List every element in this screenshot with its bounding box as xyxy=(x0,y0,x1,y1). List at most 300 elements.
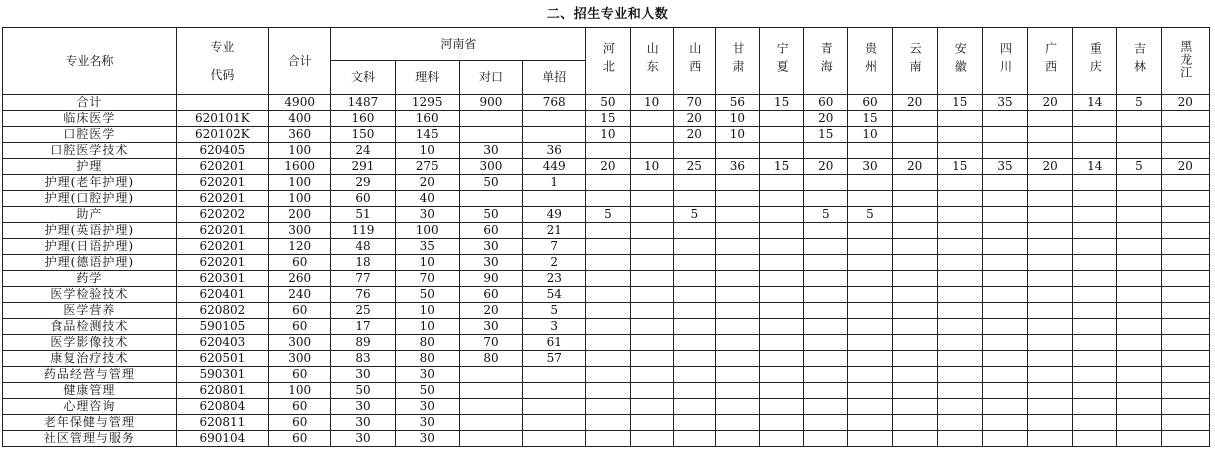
henan-like-cell: 30 xyxy=(395,399,459,415)
province-cell xyxy=(586,335,630,351)
province-cell xyxy=(1073,335,1117,351)
henan-wenke-cell: 150 xyxy=(331,127,395,143)
province-cell xyxy=(586,367,630,383)
province-cell xyxy=(586,431,630,447)
province-cell xyxy=(848,399,892,415)
table-row xyxy=(3,239,1210,255)
header-province: 山西 xyxy=(673,28,715,95)
province-cell xyxy=(1073,383,1117,399)
henan-wenke-cell: 50 xyxy=(331,383,395,399)
province-cell xyxy=(715,399,759,415)
province-cell xyxy=(1028,351,1073,367)
province-cell xyxy=(892,191,937,207)
province-cell xyxy=(937,127,982,143)
major-name-cell: 口腔医学 xyxy=(3,127,177,143)
major-code-cell: 620201 xyxy=(176,159,268,175)
province-cell xyxy=(673,367,715,383)
henan-danzhao-cell: 5 xyxy=(523,303,586,319)
province-cell xyxy=(804,191,848,207)
header-major-code xyxy=(176,28,268,95)
province-cell xyxy=(760,207,804,223)
province-cell xyxy=(892,431,937,447)
header-province: 安徽 xyxy=(937,28,982,95)
province-cell xyxy=(982,399,1027,415)
henan-danzhao-cell xyxy=(523,191,586,207)
total-cell: 260 xyxy=(269,271,331,287)
total-cell: 60 xyxy=(269,399,331,415)
province-cell xyxy=(848,239,892,255)
province-cell xyxy=(760,431,804,447)
province-cell xyxy=(937,319,982,335)
province-cell xyxy=(982,351,1027,367)
province-cell xyxy=(1028,287,1073,303)
major-code-cell: 620501 xyxy=(176,351,268,367)
header-province: 河北 xyxy=(586,28,630,95)
henan-danzhao-cell xyxy=(523,399,586,415)
major-code-cell: 620201 xyxy=(176,255,268,271)
province-cell xyxy=(715,319,759,335)
province-cell xyxy=(1028,383,1073,399)
province-cell xyxy=(1117,271,1161,287)
province-cell: 50 xyxy=(586,95,630,111)
header-code-line1: 专业 xyxy=(210,40,235,54)
province-cell xyxy=(1161,175,1209,191)
henan-like-cell: 80 xyxy=(395,335,459,351)
province-cell xyxy=(1028,207,1073,223)
henan-danzhao-cell: 3 xyxy=(523,319,586,335)
province-cell xyxy=(673,239,715,255)
henan-duikou-cell: 900 xyxy=(459,95,522,111)
province-cell xyxy=(1117,431,1161,447)
province-cell xyxy=(1117,127,1161,143)
province-cell xyxy=(1028,239,1073,255)
henan-wenke-cell: 18 xyxy=(331,255,395,271)
henan-duikou-cell xyxy=(459,431,522,447)
henan-wenke-cell: 89 xyxy=(331,335,395,351)
province-cell xyxy=(1073,207,1117,223)
province-cell xyxy=(673,175,715,191)
province-cell xyxy=(892,335,937,351)
major-name-cell: 护理 xyxy=(3,159,177,175)
province-cell xyxy=(804,303,848,319)
province-cell xyxy=(1117,143,1161,159)
province-cell xyxy=(630,111,673,127)
henan-danzhao-cell: 61 xyxy=(523,335,586,351)
header-province: 甘肃 xyxy=(715,28,759,95)
province-cell xyxy=(804,143,848,159)
province-cell xyxy=(1117,175,1161,191)
province-cell xyxy=(892,111,937,127)
province-cell xyxy=(892,415,937,431)
province-cell: 10 xyxy=(630,159,673,175)
header-province: 重庆 xyxy=(1073,28,1117,95)
henan-duikou-cell: 50 xyxy=(459,207,522,223)
header-province: 黑龙江 xyxy=(1161,28,1209,95)
major-code-cell: 590105 xyxy=(176,319,268,335)
province-cell xyxy=(1117,303,1161,319)
province-cell xyxy=(1073,415,1117,431)
table-row xyxy=(3,127,1210,143)
header-henan-like: 理科 xyxy=(395,61,459,95)
province-cell xyxy=(804,383,848,399)
province-cell xyxy=(673,351,715,367)
henan-wenke-cell: 119 xyxy=(331,223,395,239)
province-cell xyxy=(1117,207,1161,223)
province-cell xyxy=(715,287,759,303)
table-row xyxy=(3,255,1210,271)
henan-like-cell: 30 xyxy=(395,415,459,431)
province-cell xyxy=(937,303,982,319)
henan-like-cell: 1295 xyxy=(395,95,459,111)
province-cell xyxy=(1073,319,1117,335)
province-cell xyxy=(1073,239,1117,255)
province-cell xyxy=(630,287,673,303)
enrollment-table xyxy=(2,27,1210,447)
henan-like-cell: 50 xyxy=(395,383,459,399)
total-cell: 100 xyxy=(269,143,331,159)
province-cell xyxy=(982,111,1027,127)
province-cell xyxy=(1028,111,1073,127)
table-row xyxy=(3,191,1210,207)
total-cell: 360 xyxy=(269,127,331,143)
henan-like-cell: 10 xyxy=(395,255,459,271)
province-cell xyxy=(715,351,759,367)
province-cell xyxy=(1028,431,1073,447)
province-cell xyxy=(982,143,1027,159)
henan-duikou-cell: 50 xyxy=(459,175,522,191)
total-cell: 60 xyxy=(269,303,331,319)
major-name-cell: 老年保健与管理 xyxy=(3,415,177,431)
henan-duikou-cell: 300 xyxy=(459,159,522,175)
header-province: 吉林 xyxy=(1117,28,1161,95)
table-row xyxy=(3,207,1210,223)
province-cell: 20 xyxy=(586,159,630,175)
henan-danzhao-cell: 57 xyxy=(523,351,586,367)
henan-duikou-cell xyxy=(459,383,522,399)
major-code-cell: 620201 xyxy=(176,239,268,255)
province-cell xyxy=(715,271,759,287)
province-cell: 5 xyxy=(848,207,892,223)
province-cell xyxy=(715,143,759,159)
province-cell xyxy=(630,351,673,367)
table-row xyxy=(3,399,1210,415)
province-cell xyxy=(848,367,892,383)
major-name-cell: 护理(口腔护理) xyxy=(3,191,177,207)
province-cell xyxy=(586,271,630,287)
province-cell xyxy=(804,431,848,447)
province-cell xyxy=(1161,303,1209,319)
table-row xyxy=(3,159,1210,175)
province-cell: 60 xyxy=(848,95,892,111)
header-province: 宁夏 xyxy=(760,28,804,95)
province-cell xyxy=(937,415,982,431)
province-cell xyxy=(892,367,937,383)
province-cell xyxy=(760,415,804,431)
total-cell: 60 xyxy=(269,255,331,271)
province-cell: 15 xyxy=(848,111,892,127)
henan-wenke-cell: 160 xyxy=(331,111,395,127)
province-cell xyxy=(848,143,892,159)
province-cell xyxy=(1117,111,1161,127)
province-cell xyxy=(1117,223,1161,239)
province-cell xyxy=(982,191,1027,207)
province-cell xyxy=(1073,287,1117,303)
province-cell xyxy=(760,143,804,159)
province-cell xyxy=(630,367,673,383)
province-cell xyxy=(982,431,1027,447)
province-cell xyxy=(892,271,937,287)
table-row xyxy=(3,383,1210,399)
province-cell xyxy=(1028,191,1073,207)
province-cell xyxy=(673,271,715,287)
province-cell xyxy=(715,383,759,399)
henan-wenke-cell: 76 xyxy=(331,287,395,303)
header-province: 青海 xyxy=(804,28,848,95)
table-row xyxy=(3,335,1210,351)
major-code-cell: 620202 xyxy=(176,207,268,223)
henan-danzhao-cell: 36 xyxy=(523,143,586,159)
province-cell xyxy=(804,175,848,191)
province-cell xyxy=(1117,415,1161,431)
province-cell xyxy=(937,399,982,415)
table-row xyxy=(3,271,1210,287)
province-cell xyxy=(804,287,848,303)
henan-wenke-cell: 48 xyxy=(331,239,395,255)
province-cell xyxy=(1117,335,1161,351)
province-cell xyxy=(586,303,630,319)
province-cell xyxy=(892,127,937,143)
province-cell xyxy=(630,223,673,239)
major-name-cell: 药学 xyxy=(3,271,177,287)
province-cell xyxy=(760,191,804,207)
province-cell xyxy=(937,111,982,127)
province-cell xyxy=(1028,127,1073,143)
province-cell xyxy=(586,319,630,335)
henan-like-cell: 10 xyxy=(395,319,459,335)
province-cell xyxy=(630,127,673,143)
province-cell xyxy=(804,223,848,239)
henan-like-cell: 145 xyxy=(395,127,459,143)
province-cell xyxy=(1161,287,1209,303)
province-cell xyxy=(848,287,892,303)
province-cell xyxy=(1161,111,1209,127)
henan-like-cell: 50 xyxy=(395,287,459,303)
major-name-cell: 合计 xyxy=(3,95,177,111)
henan-like-cell: 160 xyxy=(395,111,459,127)
province-cell xyxy=(1073,271,1117,287)
province-cell xyxy=(848,335,892,351)
province-cell xyxy=(848,271,892,287)
henan-like-cell: 40 xyxy=(395,191,459,207)
province-cell: 5 xyxy=(673,207,715,223)
total-cell: 4900 xyxy=(269,95,331,111)
province-cell xyxy=(630,271,673,287)
henan-wenke-cell: 25 xyxy=(331,303,395,319)
henan-like-cell: 100 xyxy=(395,223,459,239)
province-cell xyxy=(937,351,982,367)
province-cell xyxy=(892,207,937,223)
henan-danzhao-cell xyxy=(523,383,586,399)
henan-wenke-cell: 30 xyxy=(331,415,395,431)
major-name-cell: 口腔医学技术 xyxy=(3,143,177,159)
province-cell xyxy=(982,223,1027,239)
henan-like-cell: 10 xyxy=(395,303,459,319)
total-cell: 300 xyxy=(269,351,331,367)
province-cell xyxy=(1161,335,1209,351)
province-cell: 56 xyxy=(715,95,759,111)
province-cell xyxy=(586,351,630,367)
henan-like-cell: 275 xyxy=(395,159,459,175)
province-cell xyxy=(760,127,804,143)
henan-duikou-cell xyxy=(459,415,522,431)
province-cell xyxy=(804,335,848,351)
major-name-cell: 健康管理 xyxy=(3,383,177,399)
province-cell xyxy=(673,319,715,335)
major-code-cell: 620405 xyxy=(176,143,268,159)
province-cell xyxy=(630,239,673,255)
province-cell xyxy=(937,143,982,159)
province-cell xyxy=(1117,255,1161,271)
province-cell xyxy=(673,287,715,303)
province-cell xyxy=(1073,367,1117,383)
province-cell: 5 xyxy=(804,207,848,223)
header-code-line2: 代码 xyxy=(210,68,235,82)
province-cell xyxy=(630,303,673,319)
province-cell xyxy=(1073,399,1117,415)
province-cell xyxy=(673,399,715,415)
province-cell xyxy=(804,255,848,271)
total-cell: 1600 xyxy=(269,159,331,175)
province-cell: 20 xyxy=(673,127,715,143)
province-cell xyxy=(1028,271,1073,287)
province-cell xyxy=(586,399,630,415)
province-cell xyxy=(586,223,630,239)
province-cell xyxy=(1161,127,1209,143)
province-cell xyxy=(673,383,715,399)
major-name-cell: 食品检测技术 xyxy=(3,319,177,335)
henan-danzhao-cell xyxy=(523,415,586,431)
province-cell xyxy=(1161,351,1209,367)
province-cell xyxy=(892,319,937,335)
province-cell xyxy=(1028,415,1073,431)
table-row xyxy=(3,175,1210,191)
province-cell xyxy=(760,111,804,127)
province-cell: 20 xyxy=(1161,159,1209,175)
province-cell: 35 xyxy=(982,159,1027,175)
province-cell xyxy=(1028,399,1073,415)
henan-like-cell: 10 xyxy=(395,143,459,159)
province-cell xyxy=(760,351,804,367)
province-cell xyxy=(1073,127,1117,143)
major-code-cell: 620801 xyxy=(176,383,268,399)
province-cell xyxy=(848,175,892,191)
province-cell xyxy=(1117,287,1161,303)
province-cell xyxy=(630,399,673,415)
province-cell xyxy=(937,271,982,287)
province-cell xyxy=(760,399,804,415)
total-cell: 100 xyxy=(269,175,331,191)
henan-like-cell: 30 xyxy=(395,431,459,447)
henan-danzhao-cell: 54 xyxy=(523,287,586,303)
province-cell xyxy=(937,287,982,303)
province-cell xyxy=(1161,143,1209,159)
province-cell xyxy=(715,255,759,271)
province-cell xyxy=(673,191,715,207)
province-cell xyxy=(892,383,937,399)
province-cell xyxy=(1117,351,1161,367)
province-cell xyxy=(1117,399,1161,415)
province-cell: 5 xyxy=(586,207,630,223)
henan-duikou-cell: 30 xyxy=(459,255,522,271)
province-cell xyxy=(892,303,937,319)
province-cell xyxy=(715,223,759,239)
province-cell: 15 xyxy=(760,95,804,111)
province-cell xyxy=(1161,431,1209,447)
province-cell: 10 xyxy=(630,95,673,111)
province-cell xyxy=(1161,367,1209,383)
header-province: 云南 xyxy=(892,28,937,95)
province-cell xyxy=(848,191,892,207)
henan-wenke-cell: 30 xyxy=(331,367,395,383)
province-cell xyxy=(586,383,630,399)
province-cell xyxy=(1161,191,1209,207)
province-cell xyxy=(1073,351,1117,367)
province-cell xyxy=(848,351,892,367)
province-cell xyxy=(630,431,673,447)
province-cell xyxy=(1073,223,1117,239)
henan-duikou-cell: 30 xyxy=(459,143,522,159)
major-code-cell: 690104 xyxy=(176,431,268,447)
province-cell xyxy=(715,335,759,351)
province-cell xyxy=(1161,207,1209,223)
total-cell: 100 xyxy=(269,383,331,399)
henan-wenke-cell: 83 xyxy=(331,351,395,367)
province-cell xyxy=(804,351,848,367)
total-cell: 300 xyxy=(269,335,331,351)
province-cell xyxy=(1161,415,1209,431)
henan-like-cell: 35 xyxy=(395,239,459,255)
province-cell xyxy=(1028,367,1073,383)
henan-danzhao-cell: 1 xyxy=(523,175,586,191)
province-cell xyxy=(1117,191,1161,207)
province-cell: 10 xyxy=(715,111,759,127)
province-cell xyxy=(848,319,892,335)
province-cell xyxy=(1073,303,1117,319)
henan-danzhao-cell: 23 xyxy=(523,271,586,287)
header-major-name: 专业名称 xyxy=(3,28,177,95)
province-cell xyxy=(760,255,804,271)
province-cell xyxy=(804,271,848,287)
major-name-cell: 助产 xyxy=(3,207,177,223)
province-cell xyxy=(1028,303,1073,319)
province-cell xyxy=(937,383,982,399)
province-cell xyxy=(892,239,937,255)
province-cell xyxy=(586,191,630,207)
header-province: 贵州 xyxy=(848,28,892,95)
major-name-cell: 医学影像技术 xyxy=(3,335,177,351)
major-code-cell: 590301 xyxy=(176,367,268,383)
province-cell xyxy=(630,175,673,191)
major-name-cell: 医学营养 xyxy=(3,303,177,319)
major-code-cell: 620401 xyxy=(176,287,268,303)
province-cell xyxy=(586,175,630,191)
province-cell xyxy=(1028,335,1073,351)
province-cell xyxy=(1161,239,1209,255)
henan-like-cell: 80 xyxy=(395,351,459,367)
province-cell xyxy=(982,303,1027,319)
province-cell xyxy=(1161,271,1209,287)
province-cell xyxy=(937,239,982,255)
